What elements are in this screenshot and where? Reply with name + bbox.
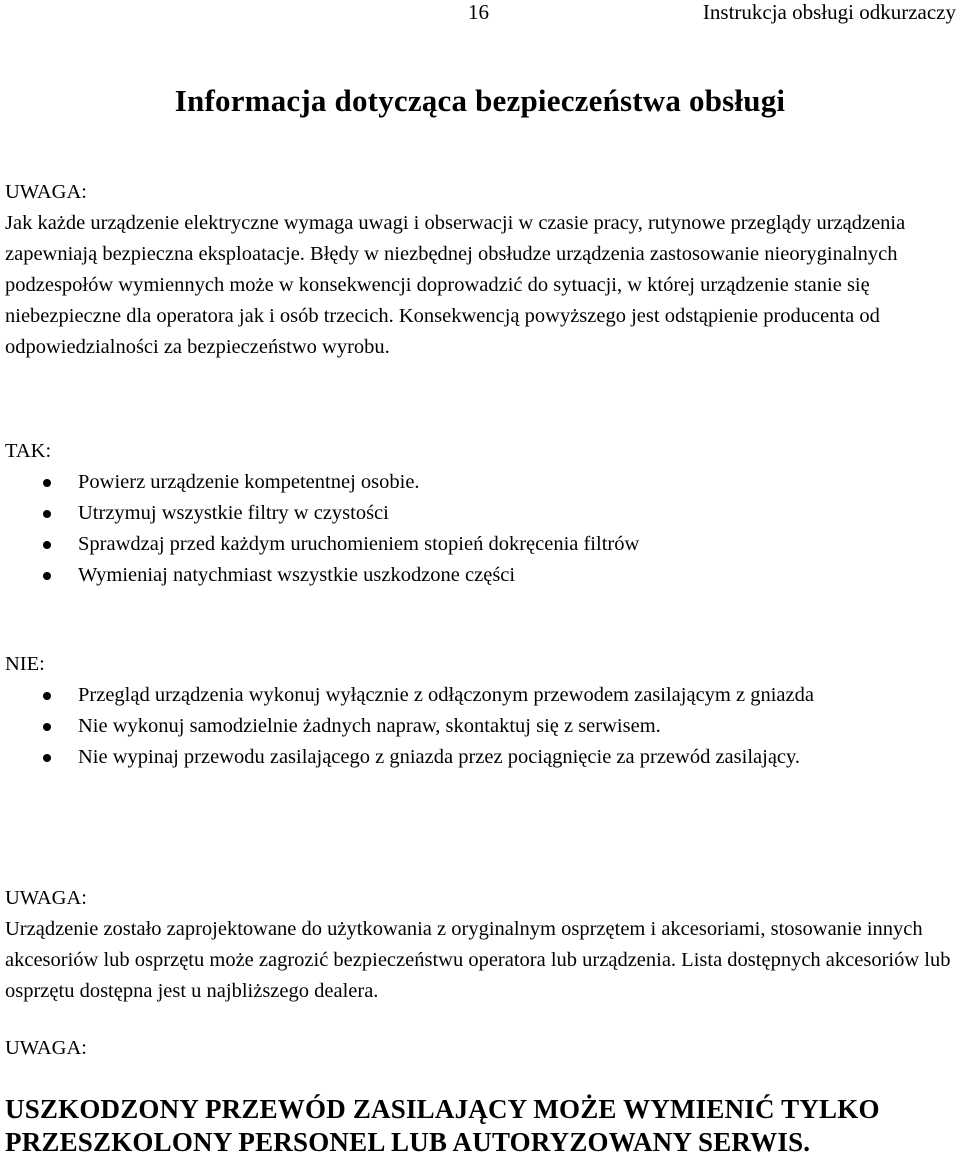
bullet-icon: [43, 572, 51, 580]
warning-section-1: [5, 177, 955, 363]
yes-section: [5, 436, 955, 591]
yes-list: [5, 467, 955, 591]
page-number: 16: [468, 0, 489, 24]
yes-label: TAK:: [5, 440, 52, 462]
list-item: Nie wypinaj przewodu zasilającego z gniazda przez pociągnięcie za przewód zasilający.: [5, 742, 955, 773]
warning-text: Jak każde urządzenie elektryczne wymaga uwagi i obserwacji w czasie pracy, rutynowe przeglądy urządzenia zapewniają bezpieczna eksploatacje. Błędy w niezbędnej obsłudze urządzenia zastosowanie nieoryginalnych podzespołów wymiennych może w konsekwencji doprowadzić do sytuacji, w której urządzenie stanie się niebezpieczne dla operatora jak i osób trzecich. Konsekwencją powyższego jest odstąpienie producenta od odpowiedzialności za bezpieczeństwo wyrobu.: [5, 212, 906, 358]
list-item: Utrzymuj wszystkie filtry w czystości: [5, 498, 955, 529]
bullet-icon: [43, 510, 51, 518]
list-item: Sprawdzaj przed każdym uruchomieniem stopień dokręcenia filtrów: [5, 529, 955, 560]
bullet-icon: [43, 723, 51, 731]
warning-section-3: [5, 1033, 955, 1064]
warning-section-2: [5, 883, 955, 1007]
warning-label: UWAGA:: [5, 1037, 87, 1059]
warning-text: Urządzenie zostało zaprojektowane do użytkowania z oryginalnym osprzętem i akcesoriami, stosowanie innych akcesoriów lub osprzętu może zagrozić bezpieczeństwu operatora lub urządzenia. Lista dostępnych akcesoriów lub osprzętu dostępna jest u najbliższego dealera.: [5, 918, 951, 1002]
warning-label: UWAGA:: [5, 181, 87, 203]
list-item: Przegląd urządzenia wykonuj wyłącznie z odłączonym przewodem zasilającym z gniazda: [5, 680, 955, 711]
running-title: Instrukcja obsługi odkurzaczy: [702, 0, 956, 24]
warning-label: UWAGA:: [5, 887, 87, 909]
list-item: Wymieniaj natychmiast wszystkie uszkodzone części: [5, 560, 955, 591]
bullet-icon: [43, 479, 51, 487]
bullet-icon: [43, 692, 51, 700]
bullet-icon: [43, 541, 51, 549]
bullet-icon: [43, 754, 51, 762]
no-section: [5, 649, 955, 773]
no-list: [5, 680, 955, 773]
list-item: Powierz urządzenie kompetentnej osobie.: [5, 467, 955, 498]
list-item: Nie wykonuj samodzielnie żadnych napraw, skontaktuj się z serwisem.: [5, 711, 955, 742]
page-header: [0, 0, 960, 28]
page-title: Informacja dotycząca bezpieczeństwa obsługi: [174, 83, 786, 118]
cable-warning-text: USZKODZONY PRZEWÓD ZASILAJĄCY MOŻE WYMIENIĆ TYLKO PRZESZKOLONY PERSONEL LUB AUTORYZOWANY SERWIS.: [5, 1094, 880, 1157]
no-label: NIE:: [5, 653, 45, 675]
